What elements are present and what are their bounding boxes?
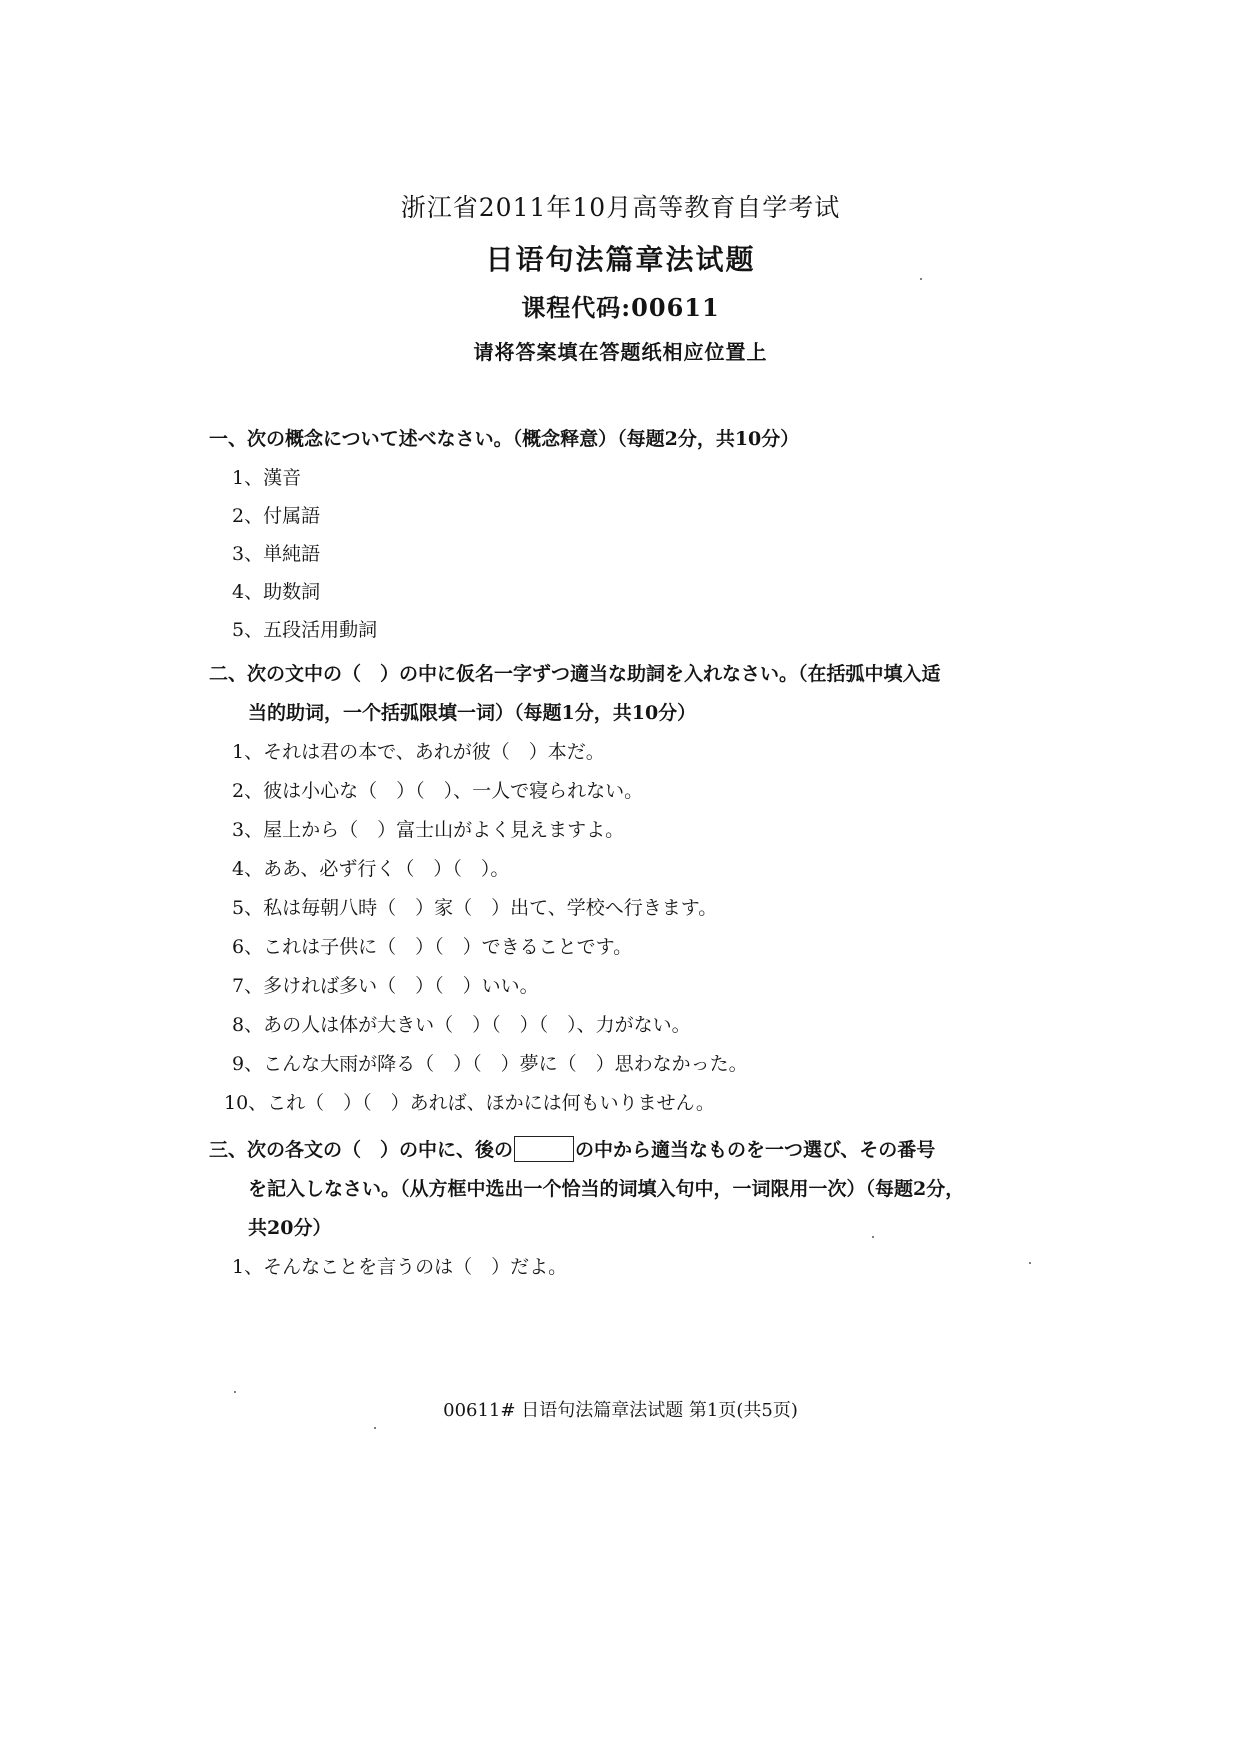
page-footer: 00611# 日语句法篇章法试题 第1页(共5页)	[443, 1400, 798, 1421]
section3-heading-cont: 共20分）	[248, 1217, 332, 1239]
section2-item: 7、多ければ多い（ ）（ ）いい。	[232, 975, 539, 997]
section2-item: 2、彼は小心な（ ）（ ）、一人で寝られない。	[232, 780, 644, 802]
paper-title: 日语句法篇章法试题	[485, 243, 756, 276]
scan-speck	[872, 1236, 874, 1238]
scan-speck	[1029, 1262, 1031, 1264]
section2-item: 1、それは君の本で、あれが彼（ ）本だ。	[232, 741, 605, 763]
section1-item: 3、単純語	[232, 543, 321, 565]
section2-item: 5、私は毎朝八時（ ）家（ ）出て、学校へ行きます。	[232, 897, 718, 919]
section3-heading-part1: 三、次の各文の（ ）の中に、後の	[209, 1139, 514, 1161]
section2-item: 8、あの人は体が大きい（ ）（ ）（ ）、力がない。	[232, 1014, 691, 1036]
section2-item: 6、これは子供に（ ）（ ）できることです。	[232, 936, 633, 958]
section1-item: 2、付属語	[232, 505, 321, 527]
section2-item: 4、ああ、必ず行く（ ）（ ）。	[232, 858, 510, 880]
section2-item: 3、屋上から（ ）富士山がよく見えますよ。	[232, 819, 625, 841]
section1-item: 4、助数詞	[232, 581, 321, 603]
section3-heading-part2: の中から適当なものを一つ選び、その番号	[575, 1139, 936, 1161]
answer-options-box	[514, 1136, 574, 1162]
exam-title: 浙江省2011年10月高等教育自学考试	[400, 193, 841, 222]
scan-speck	[920, 278, 922, 280]
section1-heading: 一、次の概念について述べなさい。（概念释意）（每题2分，共10分）	[209, 428, 800, 450]
section2-heading-cont: 当的助词，一个括弧限填一词）（每题1分，共10分）	[248, 702, 697, 724]
section2-item: 9、こんな大雨が降る（ ）（ ）夢に（ ）思わなかった。	[232, 1053, 748, 1075]
section2-heading: 二、次の文中の（ ）の中に仮名一字ずつ適当な助詞を入れなさい。（在括弧中填入适	[209, 663, 941, 685]
scan-speck	[234, 1391, 236, 1393]
section1-item: 5、五段活用動詞	[232, 619, 378, 641]
scan-speck	[374, 1427, 376, 1429]
section1-item: 1、漢音	[232, 467, 302, 489]
section3-heading-cont: を記入しなさい。（从方框中选出一个恰当的词填入句中，一词限用一次）（每题2分，	[248, 1178, 965, 1200]
section3-item: 1、そんなことを言うのは（ ）だよ。	[232, 1256, 568, 1278]
section2-item: 10、これ（ ）（ ）あれば、ほかには何もいりません。	[224, 1092, 715, 1114]
answer-instruction: 请将答案填在答题纸相应位置上	[473, 340, 768, 364]
section3-heading	[209, 1136, 935, 1163]
course-code: 课程代码:00611	[521, 293, 720, 322]
